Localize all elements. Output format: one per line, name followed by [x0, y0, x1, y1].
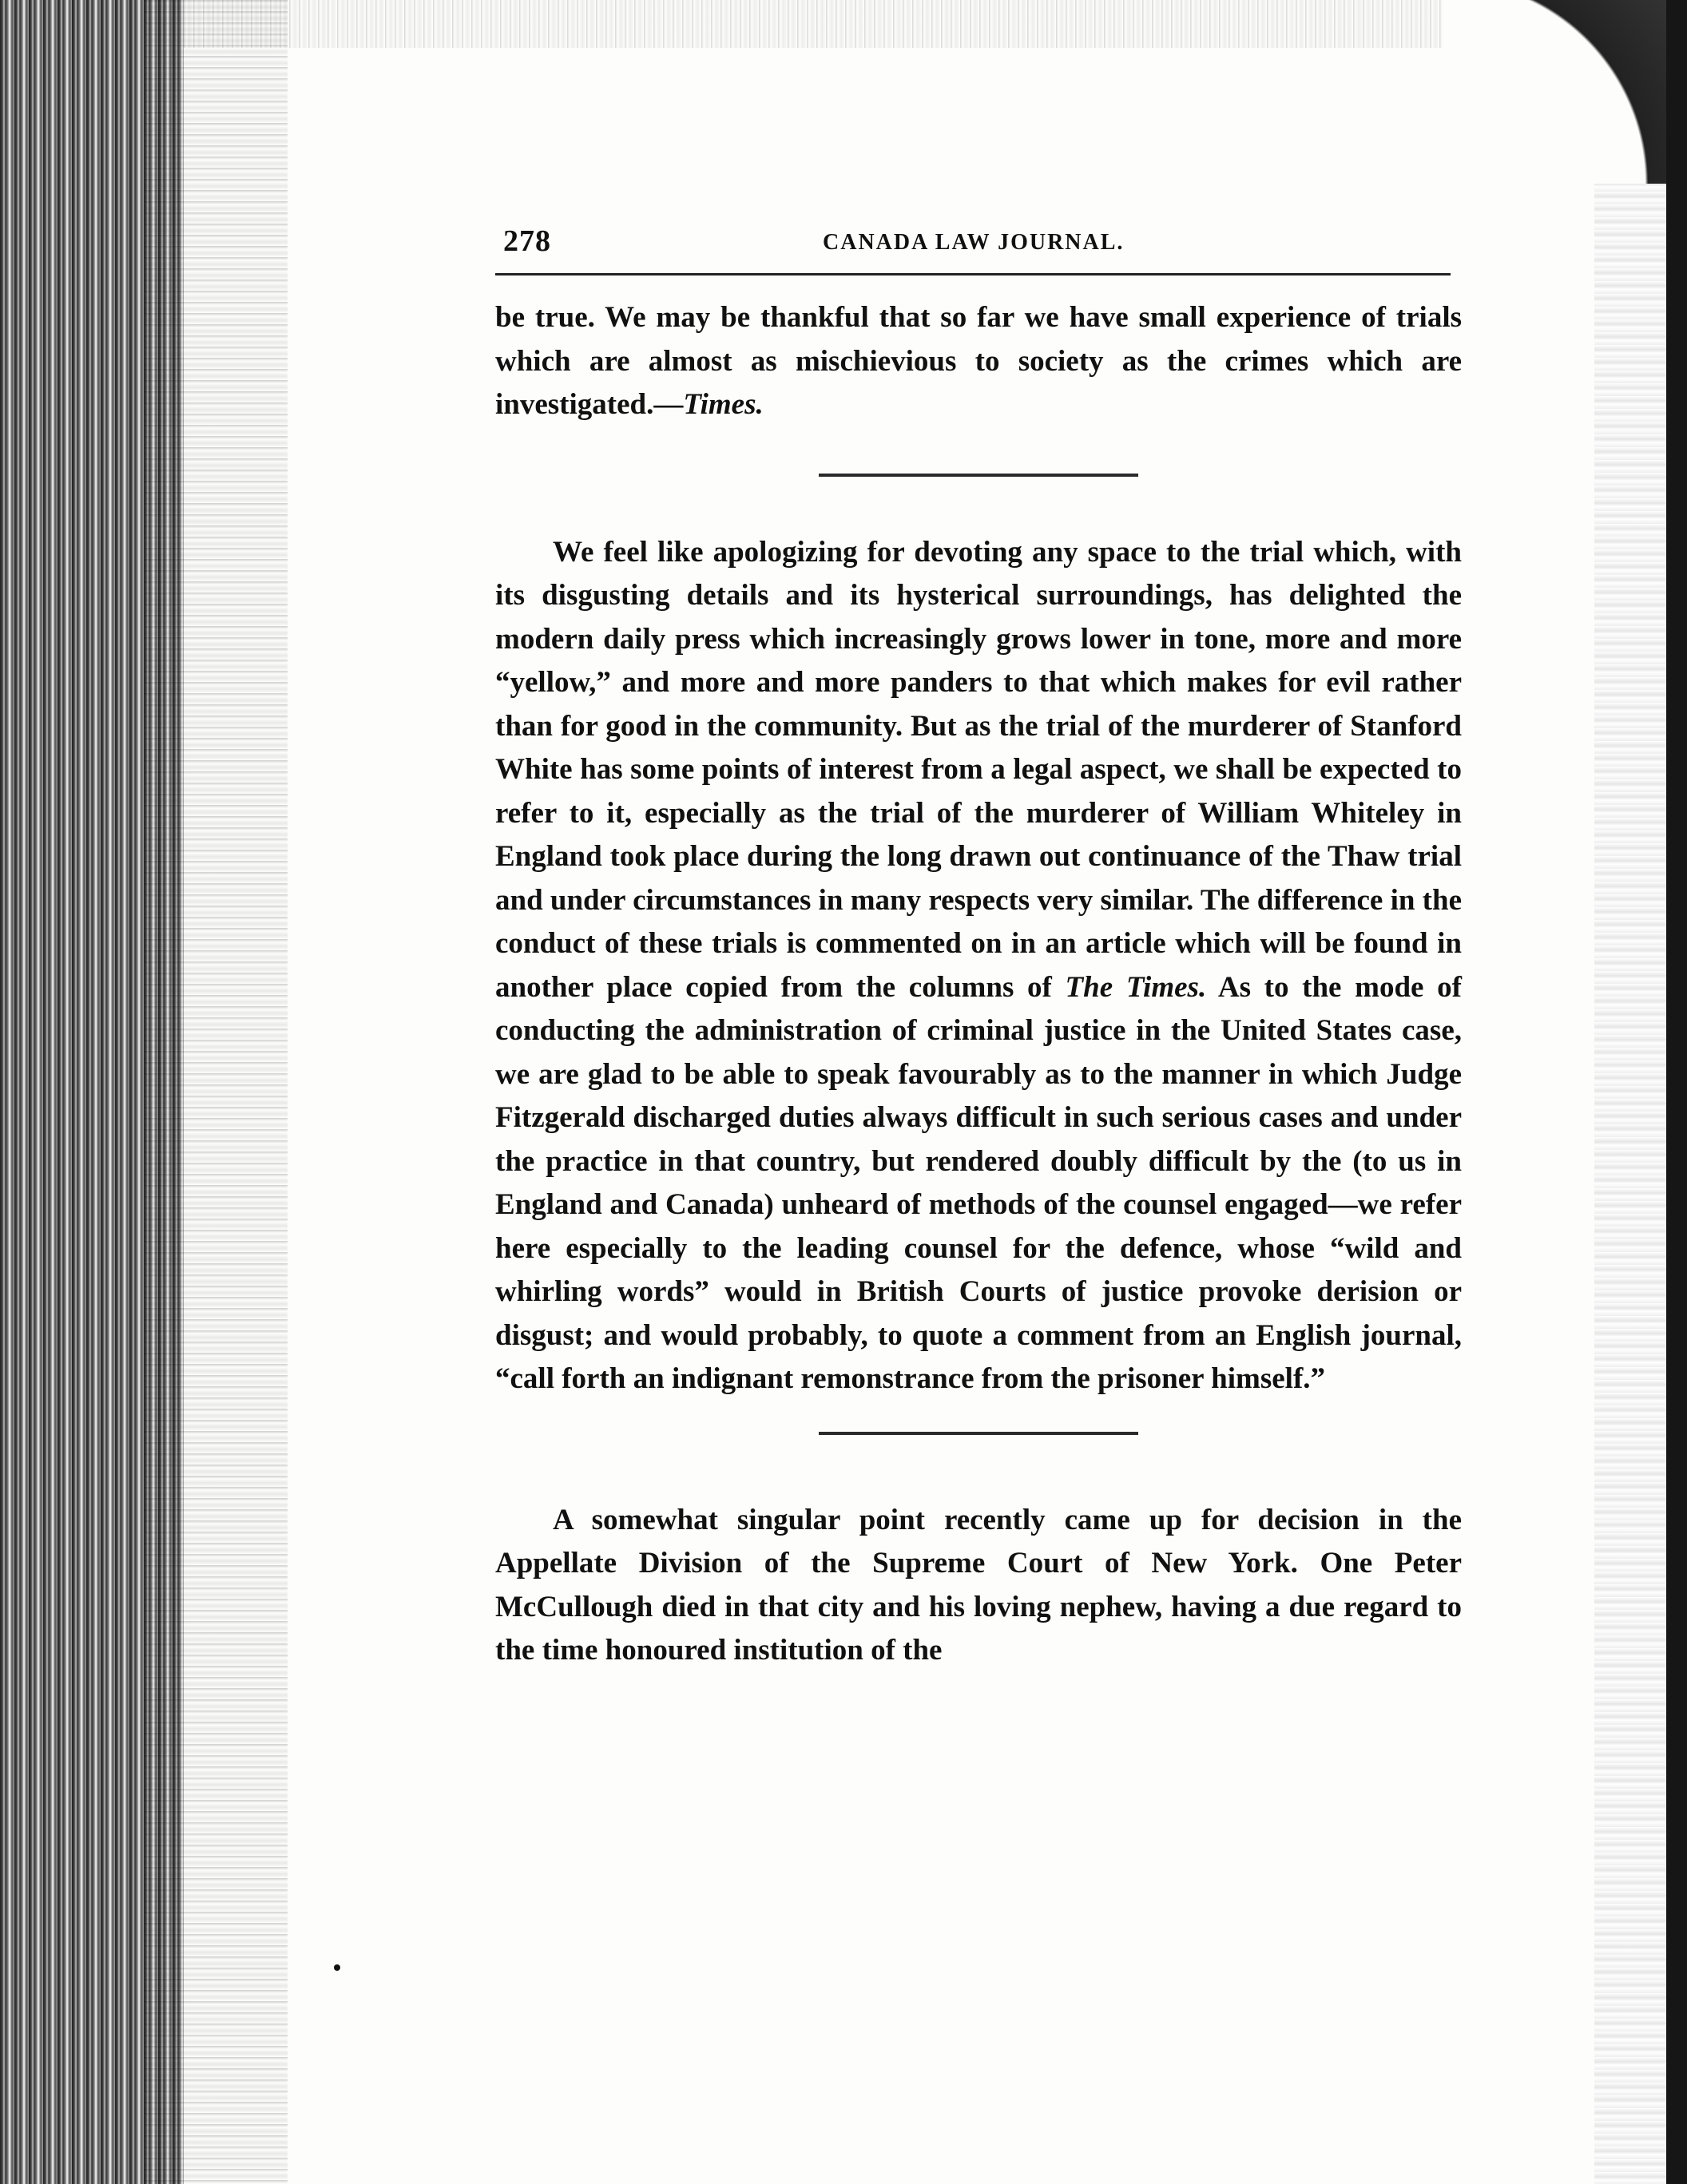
paragraph-singular-point [495, 1499, 1462, 1673]
journal-title: CANADA LAW JOURNAL. [823, 230, 1125, 255]
paragraph-continued [495, 296, 1462, 427]
right-edge-noise [1594, 0, 1666, 2184]
paragraph-thaw-trial [495, 531, 1462, 1401]
page-corner-curl [1443, 0, 1666, 184]
paragraph-text: be true. We may be thankful that so far we have small experience of trials which are almost as mischievious to society as the crimes which are investigated.— [495, 301, 1462, 421]
header-rule [495, 273, 1451, 275]
newspaper-title: The Times. [1065, 970, 1207, 1004]
paragraph-text-end: As to the mode of conducting the administration of criminal justice in the United States case, we are glad to be able to speak favourably as to the manner in which Judge Fitzgerald discharged duties always difficult in such serious cases and under the practice in that country, but rendered doubly difficult by the (to us in England and Canada) unheard of methods of the counsel engaged—we refer here especially to the leading counsel for the defence, whose “wild and whirling words” would in British Courts of justice provoke derision or disgust; and would probably, to quote a comment from an English journal, “call forth an indignant remonstrance from the prisoner himself.” [495, 970, 1462, 1395]
paragraph-text: A somewhat singular point recently came up for decision in the Appellate Division of the Supreme Court of New York. One Peter McCullough died in that city and his loving nephew, having a due regard to the time honoured institution of the [495, 1503, 1462, 1667]
section-divider [819, 1432, 1138, 1435]
running-header [495, 224, 1462, 268]
source-attribution: Times. [683, 388, 764, 421]
section-divider [819, 474, 1138, 477]
stray-ink-mark [334, 1964, 340, 1971]
page-number: 278 [503, 224, 551, 258]
top-edge-noise [184, 0, 1622, 48]
paragraph-text-start: We feel like apologizing for devoting any space to the trial which, with its disgusting details and its hysterical surroundings, has delighted the modern daily press which increasingly grows lower in tone, more and more “yellow,” and more and more panders to that which makes for evil rather than for good in the community. But as the trial of the murderer of Stanford White has some points of interest from a legal aspect, we shall be expected to refer to it, especially as the trial of the murderer of William Whiteley in England took place during the long drawn out continuance of the Thaw trial and under circumstances in many respects very similar. The difference in the conduct of these trials is commented on in an article which will be found in another place copied from the columns of [495, 535, 1462, 1004]
page-content [495, 224, 1462, 1673]
binding-shadow [144, 0, 288, 2184]
book-binding-right [1666, 0, 1687, 2184]
